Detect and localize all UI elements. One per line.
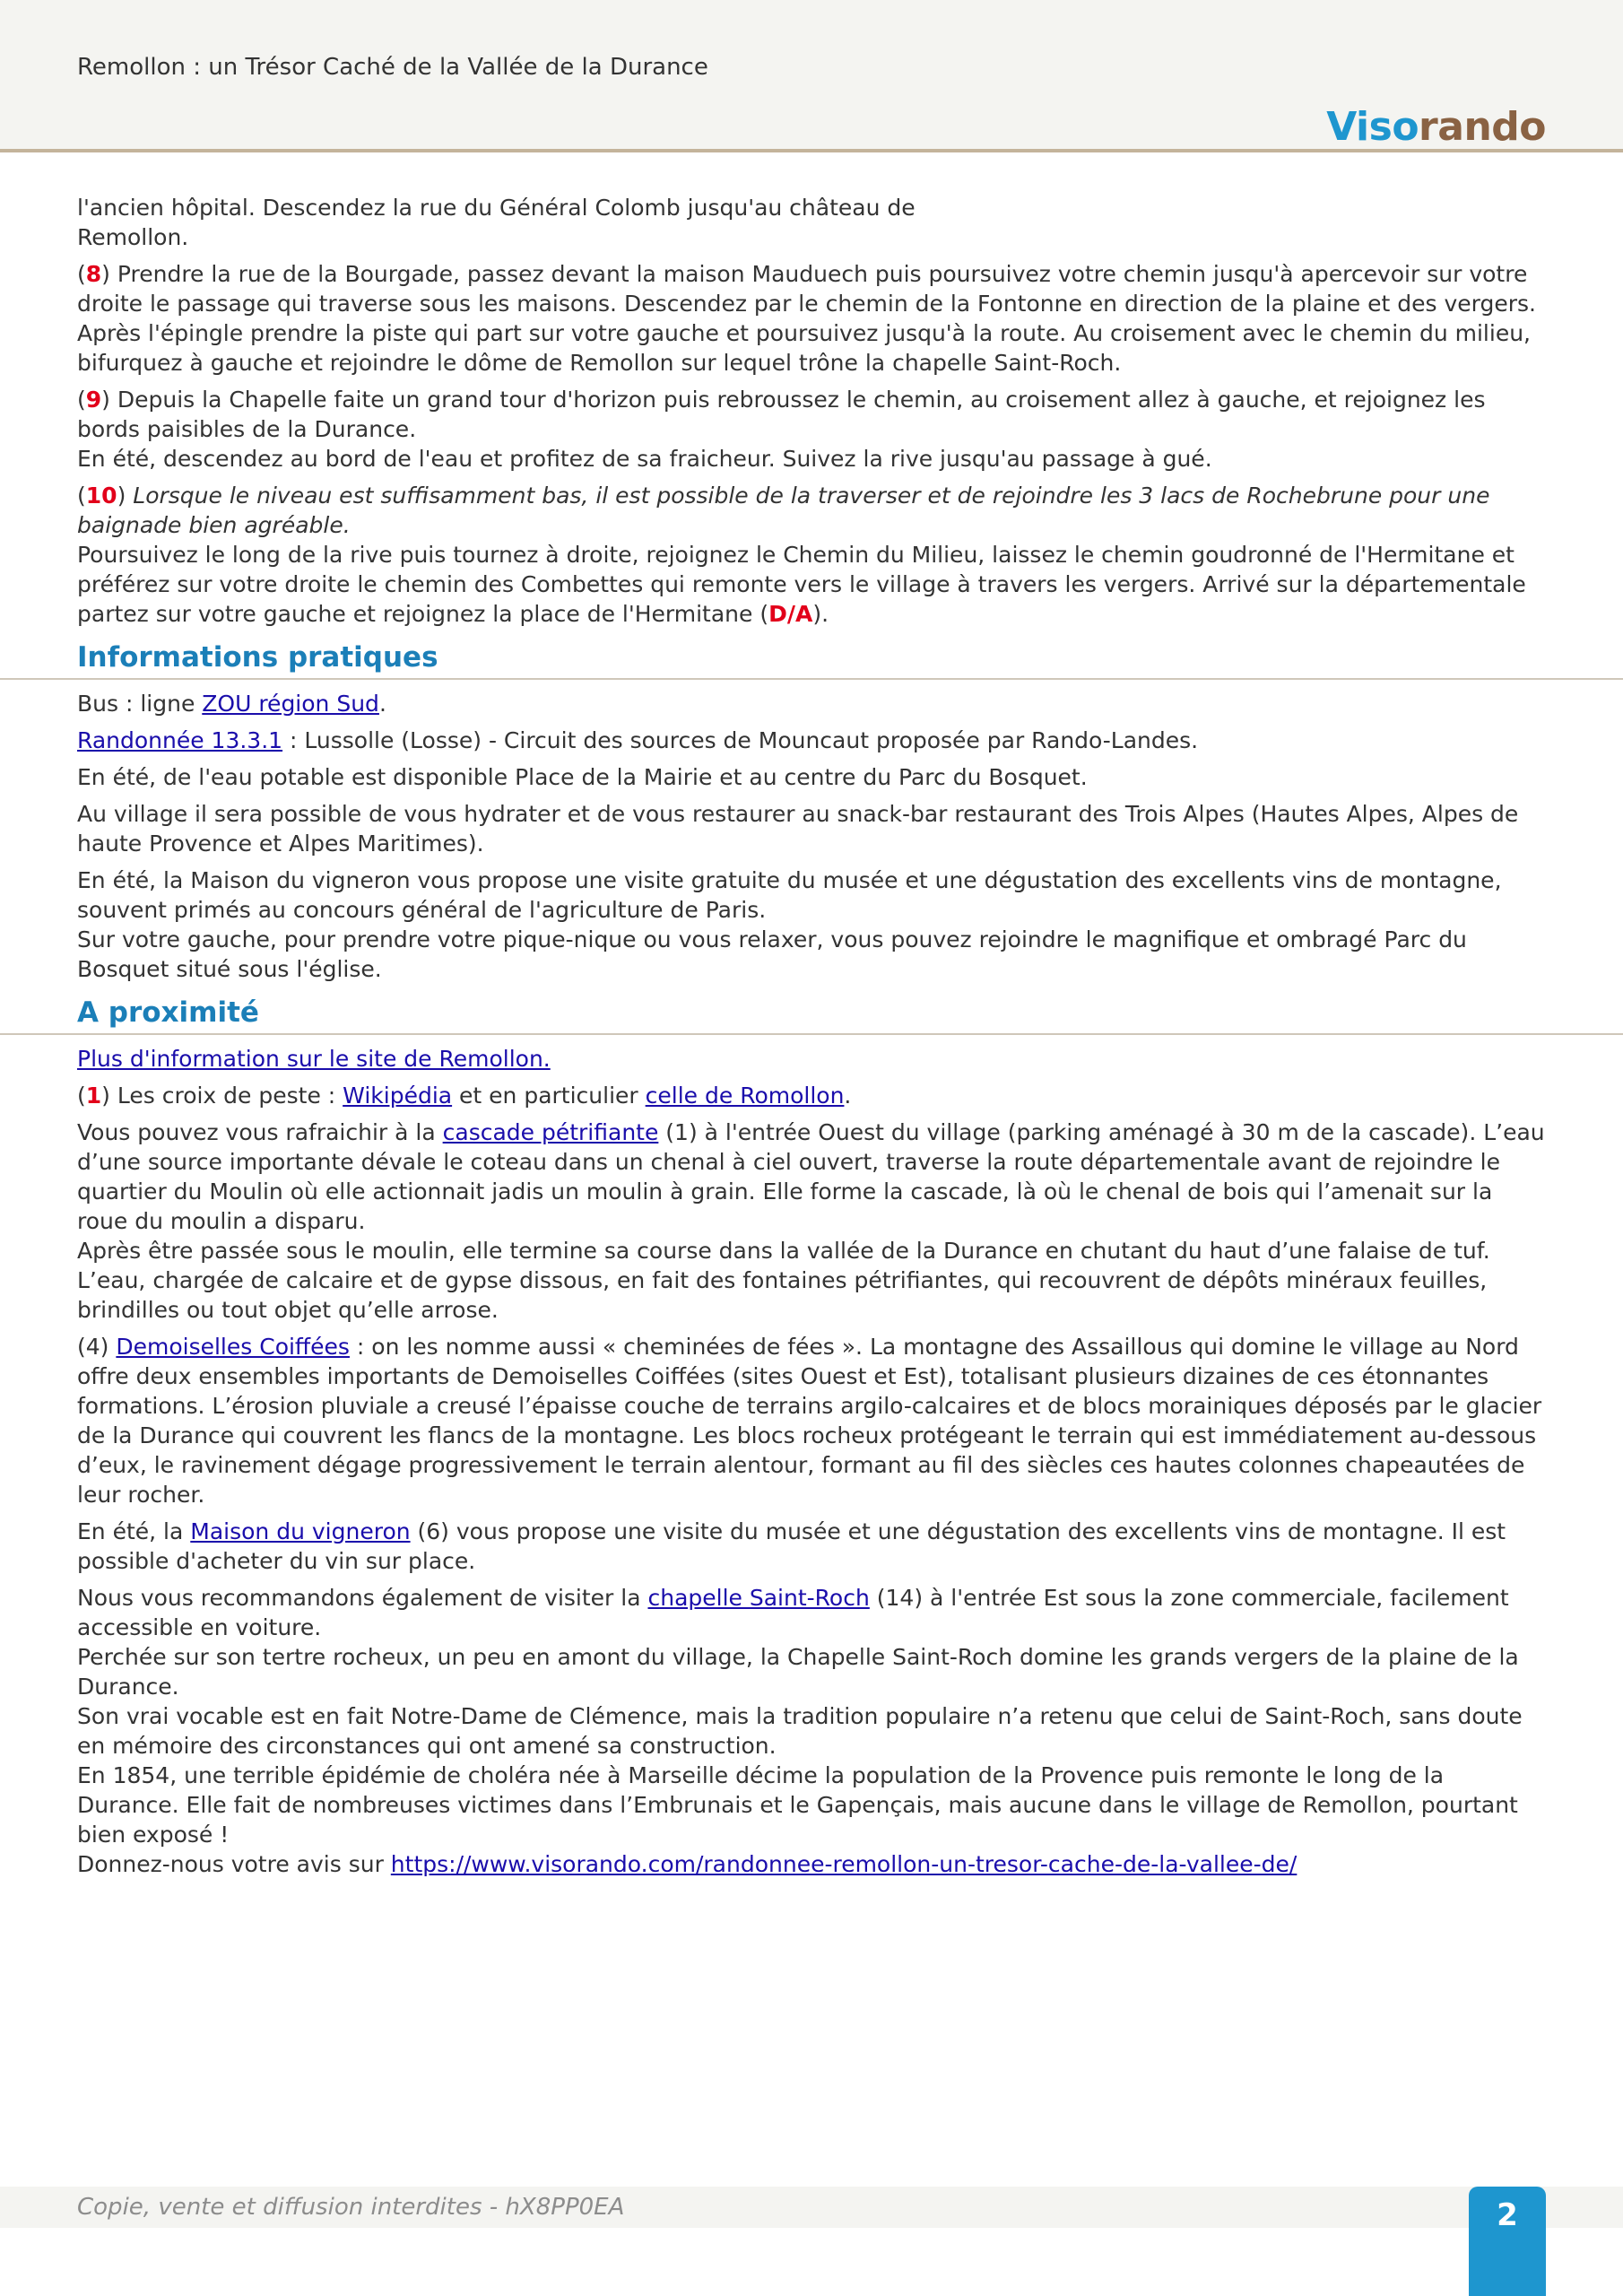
cascade-prefix: Vous pouvez vous rafraichir à la [77, 1119, 443, 1145]
info-rando [77, 726, 1546, 755]
logo-part-viso: Viso [1326, 104, 1419, 150]
section-title-proximite: A proximité [77, 998, 1546, 1035]
nearby-vigneron [77, 1517, 1546, 1576]
step-intro-line2: Remollon. [77, 224, 189, 250]
info-water: En été, de l'eau potable est disponible Place de la Mairie et au centre du Parc du Bosquet. [77, 764, 1088, 790]
demoiselles-link[interactable]: Demoiselles Coiffées [116, 1334, 350, 1360]
step-10: (10) Lorsque le niveau est suffisamment bas, il est possible de la traverser et de rejoindre les 3 lacs de Rochebrune pour une baignade bien agréable. Poursuivez le long de la rive puis tournez à droite, rejoignez le Chemin du Milieu, laissez le chemin goudronné de l'Hermitane et préférez sur votre droite le chemin des Combettes qui remonte vers le village à travers les vergers. Arrivé sur la départementale partez sur votre gauche et rejoignez la place de l'Hermitane (D/A). [77, 483, 1526, 627]
step-number: 8 [85, 261, 102, 287]
page-number-badge: 2 [1469, 2187, 1546, 2296]
info-bus-suffix: . [378, 691, 386, 717]
step-intro-line1: l'ancien hôpital. Descendez la rue du Général Colomb jusqu'au château de [77, 195, 916, 221]
step-number: 1 [85, 1083, 102, 1109]
chapelle-p3: Son vrai vocable est en fait Notre-Dame de Clémence, mais la tradition populaire n’a retenu que celui de Saint-Roch, sans doute en mémoire des circonstances qui ont amené sa construction. [77, 1703, 1523, 1759]
step-number: 10 [85, 483, 117, 509]
romollon-link[interactable]: celle de Romollon [645, 1083, 845, 1109]
wikipedia-link[interactable]: Wikipédia [343, 1083, 453, 1109]
page-header [0, 0, 1623, 152]
end-marker: D/A [768, 601, 813, 627]
info-wine-text: En été, la Maison du vigneron vous propose une visite gratuite du musée et une dégustation des excellents vins de montagne, souvent primés au concours général de l'agriculture de Paris. [77, 867, 1502, 923]
croix-text: ) Les croix de peste : [101, 1083, 343, 1109]
step-text-extra: Poursuivez le long de la rive puis tournez à droite, rejoignez le Chemin du Milieu, laissez le chemin goudronné de l'Hermitane et préférez sur votre droite le chemin des Combettes qui remonte vers le village à travers les vergers. Arrivé sur la départementale partez sur votre gauche et rejoignez la place de l'Hermitane ( [77, 542, 1526, 627]
croix-mid: et en particulier [452, 1083, 646, 1109]
step-9: (9) Depuis la Chapelle faite un grand tour d'horizon puis rebroussez le chemin, au croisement allez à gauche, et rejoignez les bords paisibles de la Durance. En été, descendez au bord de l'eau et profitez de sa fraicheur. Suivez la rive jusqu'au passage à gué. [77, 387, 1486, 472]
page-content [77, 193, 1546, 1886]
nearby-more-info [77, 1044, 1546, 1074]
nearby-croix: (1) Les croix de peste : Wikipédia et en particulier celle de Romollon. [77, 1083, 852, 1109]
info-food: Au village il sera possible de vous hydrater et de vous restaurer au snack-bar restaurant des Trois Alpes (Hautes Alpes, Alpes de haute Provence et Alpes Maritimes). [77, 801, 1519, 857]
section-title-informations: Informations pratiques [77, 643, 1546, 680]
croix-end: . [844, 1083, 852, 1109]
info-picnic-text: Sur votre gauche, pour prendre votre pique-nique ou vous relaxer, vous pouvez rejoindre le magnifique et ombragé Parc du Bosquet situé sous l'église. [77, 926, 1467, 982]
step-number: 9 [85, 387, 102, 413]
end-close: ). [812, 601, 829, 627]
step-intro [77, 193, 1546, 252]
demoiselles-prefix: (4) [77, 1334, 117, 1360]
footer-copyright: Copie, vente et diffusion interdites - hX8PP0EA [77, 2194, 625, 2221]
chapelle-prefix: Nous vous recommandons également de visiter la [77, 1585, 648, 1611]
nearby-demoiselles [77, 1332, 1546, 1509]
cascade-link[interactable]: cascade pétrifiante [442, 1119, 659, 1145]
remollon-site-link[interactable]: Plus d'information sur le site de Remollon. [77, 1046, 551, 1072]
maison-vigneron-link[interactable]: Maison du vigneron [190, 1518, 411, 1544]
review-link[interactable]: https://www.visorando.com/randonnee-remollon-un-tresor-cache-de-la-vallee-de/ [390, 1851, 1298, 1877]
review-prefix: Donnez-nous votre avis sur [77, 1851, 391, 1877]
visorando-logo [1326, 104, 1546, 150]
cascade-extra: Après être passée sous le moulin, elle termine sa course dans la vallée de la Durance en chutant du haut d’une falaise de tuf. L’eau, chargée de calcaire et de gypse dissous, en fait des fontaines pétrifiantes, qui recouvrent de dépôts minéraux feuilles, brindilles ou tout objet qu’elle arrose. [77, 1238, 1490, 1323]
nearby-chapelle [77, 1583, 1546, 1879]
step-text: ) Prendre la rue de la Bourgade, passez devant la maison Mauduech puis poursuivez votre chemin jusqu'à apercevoir sur votre droite le passage qui traverse sous les maisons. Descendez par le chemin de la Fontonne en direction de la plaine et des vergers. Après l'épingle prendre la piste qui part sur votre gauche et poursuivez jusqu'à la route. Au croisement avec le chemin du milieu, bifurquez à gauche et rejoindre le dôme de Remollon sur lequel trône la chapelle Saint-Roch. [77, 261, 1537, 376]
info-wine [77, 865, 1546, 984]
zou-link[interactable]: ZOU région Sud [202, 691, 379, 717]
vigneron-text: (6) vous propose une visite du musée et une dégustation des excellents vins de montagne. Il est possible d'acheter du vin sur place. [77, 1518, 1506, 1574]
vigneron-prefix: En été, la [77, 1518, 191, 1544]
nearby-cascade [77, 1118, 1546, 1325]
randonnee-link[interactable]: Randonnée 13.3.1 [77, 727, 283, 753]
step-text-italic: Lorsque le niveau est suffisamment bas, il est possible de la traverser et de rejoindre les 3 lacs de Rochebrune pour une baignade bien agréable. [77, 483, 1490, 538]
step-text: ) Depuis la Chapelle faite un grand tour d'horizon puis rebroussez le chemin, au croisement allez à gauche, et rejoignez les bords paisibles de la Durance. [77, 387, 1486, 442]
info-rando-text: : Lussolle (Losse) - Circuit des sources de Mouncaut proposée par Rando-Landes. [282, 727, 1199, 753]
document-title: Remollon : un Trésor Caché de la Vallée de la Durance [77, 54, 708, 81]
cascade-text: (1) à l'entrée Ouest du village (parking aménagé à 30 m de la cascade). L’eau d’une source importante dévale le coteau dans un chenal à ciel ouvert, traverse la route départementale avant de rejoindre le quartier du Moulin où elle actionnait jadis un moulin à grain. Elle forme la cascade, là où le chenal de bois qui l’amenait sur la roue du moulin a disparu. [77, 1119, 1545, 1234]
chapelle-p2: Perchée sur son tertre rocheux, un peu en amont du village, la Chapelle Saint-Roch domine les grands vergers de la plaine de la Durance. [77, 1644, 1519, 1700]
info-bus-prefix: Bus : ligne [77, 691, 203, 717]
chapelle-text: (14) à l'entrée Est sous la zone commerciale, facilement accessible en voiture. [77, 1585, 1509, 1640]
demoiselles-text: : on les nomme aussi « cheminées de fées ». La montagne des Assaillous qui domine le village au Nord offre deux ensembles importants de Demoiselles Coiffées (sites Ouest et Est), totalisant plusieurs dizaines de ces étonnantes formations. L’érosion pluviale a creusé l’épaisse couche de terrains argilo-calcaires et de blocs morainiques déposés par le glacier de la Durance qui couvrent les flancs de la montagne. Les blocs rocheux protégeant le terrain qui est immédiatement au-dessous d’eux, le ravinement dégage progressivement le terrain alentour, formant au fil des siècles ces hautes colonnes chapeautées de leur rocher. [77, 1334, 1542, 1508]
info-bus [77, 689, 1546, 718]
step-8: (8) Prendre la rue de la Bourgade, passez devant la maison Mauduech puis poursuivez votre chemin jusqu'à apercevoir sur votre droite le passage qui traverse sous les maisons. Descendez par le chemin de la Fontonne en direction de la plaine et des vergers. Après l'épingle prendre la piste qui part sur votre gauche et poursuivez jusqu'à la route. Au croisement avec le chemin du milieu, bifurquez à gauche et rejoindre le dôme de Remollon sur lequel trône la chapelle Saint-Roch. [77, 261, 1537, 376]
step-text-extra: En été, descendez au bord de l'eau et profitez de sa fraicheur. Suivez la rive jusqu'au passage à gué. [77, 446, 1212, 472]
chapelle-p4: En 1854, une terrible épidémie de choléra née à Marseille décime la population de la Provence puis remonte le long de la Durance. Elle fait de nombreuses victimes dans l’Embrunais et le Gapençais, mais aucune dans le village de Remollon, pourtant bien exposé ! [77, 1762, 1518, 1848]
chapelle-link[interactable]: chapelle Saint-Roch [647, 1585, 870, 1611]
logo-part-rando: rando [1419, 104, 1546, 150]
